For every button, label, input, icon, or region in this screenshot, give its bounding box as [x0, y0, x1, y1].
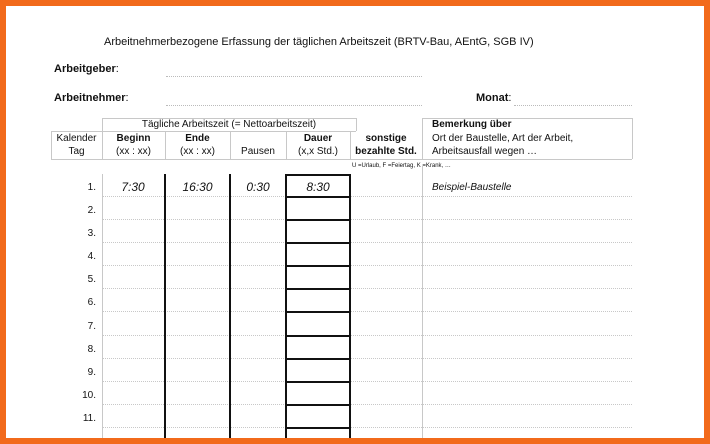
row-number: 10. — [82, 390, 96, 401]
row-number: 3. — [87, 228, 96, 239]
bemerkung-subheader: Ort der Baustelle, Art der Arbeit, Arbeitsausfall wegen … — [432, 133, 574, 157]
dauer-header: Dauer (x,x Std.) — [297, 133, 338, 157]
group-header: Tägliche Arbeitszeit (= Nettoarbeitszeit) — [141, 119, 317, 130]
beginn-header: Beginn (xx : xx) — [116, 133, 151, 157]
bemerkung-header: Bemerkung über — [432, 119, 512, 130]
pausen-header: Pausen — [241, 146, 275, 157]
ende-header: Ende (xx : xx) — [180, 133, 215, 157]
row-number: 4. — [87, 251, 96, 262]
example-bemerkung: Beispiel-Baustelle — [432, 182, 512, 193]
employee-label: Arbeitnehmer: — [54, 92, 129, 104]
row-number: 6. — [87, 297, 96, 308]
time-table — [6, 6, 704, 438]
example-pausen: 0:30 — [246, 180, 270, 194]
employer-label: Arbeitgeber: — [54, 63, 119, 75]
example-dauer: 8:30 — [306, 180, 330, 194]
row-number: 1. — [87, 182, 96, 193]
row-number: 2. — [87, 205, 96, 216]
month-label: Monat: — [476, 92, 512, 104]
absence-legend: U =Urlaub, F =Feiertag, K =Krank, … — [352, 163, 451, 169]
sonstige-header: sonstige bezahlte Std. — [355, 133, 417, 157]
example-ende: 16:30 — [182, 180, 213, 194]
row-number: 11. — [82, 413, 96, 424]
row-number: 5. — [87, 274, 96, 285]
kalender-header: Kalender Tag — [56, 133, 97, 157]
row-number: 8. — [87, 344, 96, 355]
example-beginn: 7:30 — [121, 180, 145, 194]
row-number: 9. — [87, 367, 96, 378]
row-number: 7. — [87, 321, 96, 332]
timesheet-document — [6, 6, 704, 438]
document-title: Arbeitnehmerbezogene Erfassung der täglichen Arbeitszeit (BRTV-Bau, AEntG, SGB IV) — [104, 36, 534, 48]
